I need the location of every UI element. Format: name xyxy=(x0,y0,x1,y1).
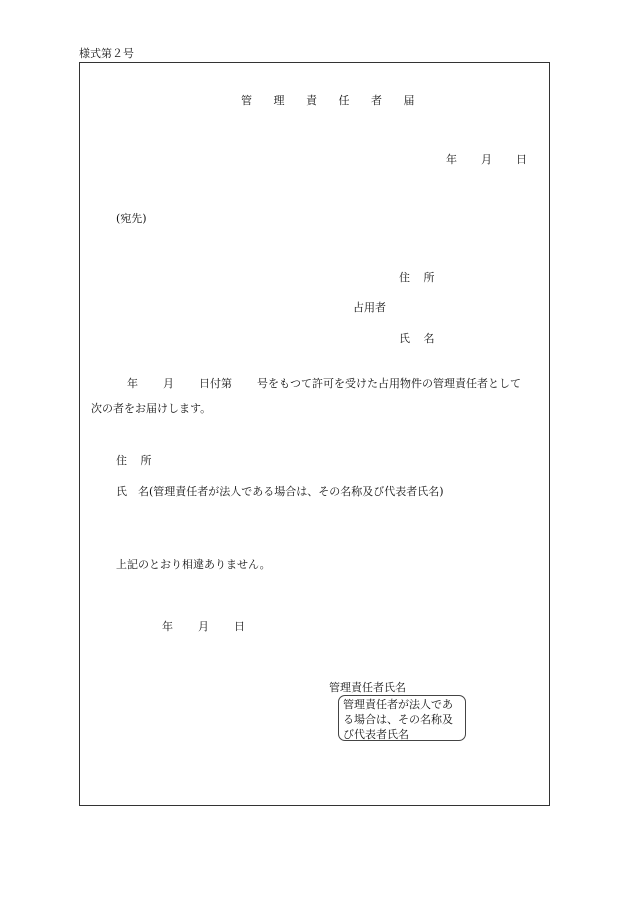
form-title: 管 理 責 任 者 届 xyxy=(241,94,417,107)
manager-name-label: 氏 名(管理責任者が法人である場合は、その名称及び代表者氏名) xyxy=(116,485,444,498)
body-line1-text: 号をもつて許可を受けた占用物件の管理責任者として xyxy=(257,377,521,390)
declaration-text: 上記のとおり相違ありません。 xyxy=(116,558,271,571)
signature-label: 管理責任者氏名 xyxy=(329,681,406,694)
form-number: 様式第２号 xyxy=(79,47,134,60)
footer-date-day: 日 xyxy=(234,620,245,633)
signature-note-line: る場合は、その名称及 xyxy=(343,713,453,726)
body-year: 年 xyxy=(127,377,138,390)
body-date-prefix: 日付第 xyxy=(199,377,232,390)
signature-note-box xyxy=(338,695,466,741)
addressee-label: (宛先) xyxy=(116,212,147,225)
form-frame xyxy=(79,62,550,806)
footer-date-year: 年 xyxy=(162,620,173,633)
applicant-address-label: 住 所 xyxy=(399,271,435,284)
body-line2-text: 次の者をお届けします。 xyxy=(91,402,212,415)
applicant-name-label: 氏 名 xyxy=(399,332,435,345)
header-date-day: 日 xyxy=(516,153,527,166)
header-date-year: 年 xyxy=(446,153,457,166)
footer-date-month: 月 xyxy=(198,620,209,633)
signature-note-line: 管理責任者が法人であ xyxy=(343,698,453,711)
header-date-month: 月 xyxy=(481,153,492,166)
applicant-role-label: 占用者 xyxy=(353,301,386,314)
body-month: 月 xyxy=(163,377,174,390)
signature-note-line: び代表者氏名 xyxy=(343,728,409,741)
manager-address-label: 住 所 xyxy=(116,454,152,467)
